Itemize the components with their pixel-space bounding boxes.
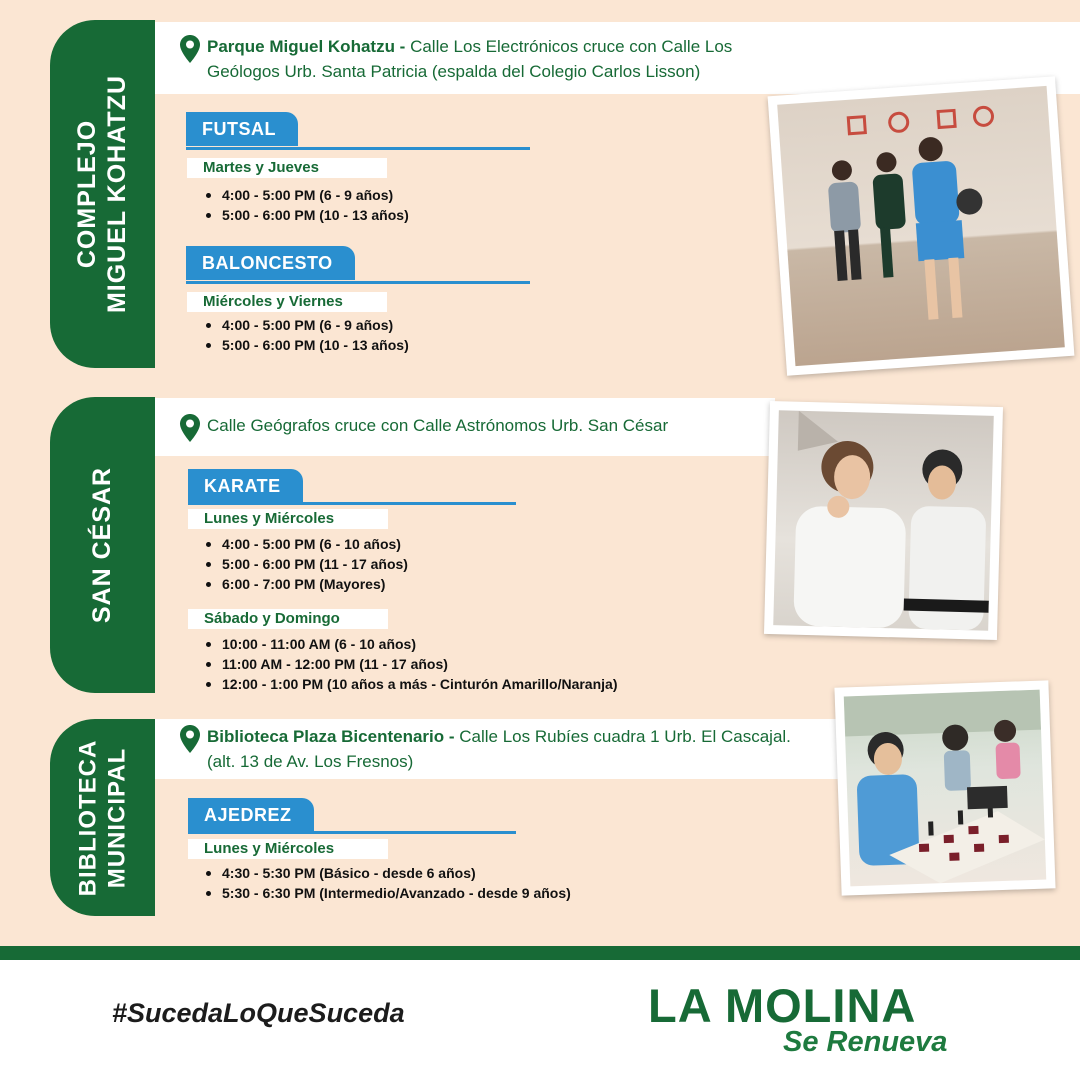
logo-wordmark: LA MOLINA bbox=[648, 979, 917, 1032]
time-slot: 12:00 - 1:00 PM (10 años a más - Cinturón Amarillo/Naranja) bbox=[206, 674, 618, 694]
tab-line: SAN CÉSAR bbox=[88, 466, 117, 624]
basketball-illustration bbox=[777, 86, 1065, 366]
address-text: Calle Los Rubíes cuadra 1 Urb. El Cascajal. bbox=[454, 727, 791, 746]
tab-line: BIBLIOTECA bbox=[74, 739, 102, 896]
logo-tagline: Se Renueva bbox=[783, 1026, 948, 1058]
sport-name: BALONCESTO bbox=[186, 246, 355, 280]
schedule-days: Lunes y Miércoles bbox=[188, 509, 388, 529]
hashtag: #SucedaLoQueSuceda bbox=[112, 998, 405, 1028]
time-slot: 4:30 - 5:30 PM (Básico - desde 6 años) bbox=[206, 863, 571, 883]
schedule-days: Miércoles y Viernes bbox=[187, 292, 387, 312]
section-tab-complejo bbox=[50, 20, 155, 368]
time-slot: 4:00 - 5:00 PM (6 - 9 años) bbox=[206, 315, 409, 335]
address-text: Calle Los Electrónicos cruce con Calle Los bbox=[405, 37, 733, 56]
footer bbox=[0, 946, 1080, 1080]
chess-illustration bbox=[844, 690, 1047, 887]
section-tab-san-cesar bbox=[50, 397, 155, 693]
time-slot: 5:30 - 6:30 PM (Intermedio/Avanzado - desde 9 años) bbox=[206, 883, 571, 903]
time-slot-list bbox=[186, 863, 571, 903]
chess-photo bbox=[834, 680, 1055, 895]
time-slot: 5:00 - 6:00 PM (11 - 17 años) bbox=[206, 554, 408, 574]
schedule-days: Martes y Jueves bbox=[187, 158, 387, 178]
time-slot: 6:00 - 7:00 PM (Mayores) bbox=[206, 574, 408, 594]
time-slot: 4:00 - 5:00 PM (6 - 10 años) bbox=[206, 534, 408, 554]
sport-name: KARATE bbox=[188, 469, 303, 503]
basketball-photo bbox=[768, 76, 1075, 375]
karate-illustration bbox=[773, 410, 994, 631]
sport-name: FUTSAL bbox=[186, 112, 298, 146]
sport-header-ajedrez bbox=[188, 798, 516, 834]
address-place: Biblioteca Plaza Bicentenario - bbox=[207, 727, 455, 746]
karate-photo bbox=[764, 401, 1003, 640]
address-text-line2: Geólogos Urb. Santa Patricia (espalda del Colegio Carlos Lisson) bbox=[207, 62, 701, 81]
time-slot: 5:00 - 6:00 PM (10 - 13 años) bbox=[206, 205, 409, 225]
tab-line: MUNICIPAL bbox=[103, 747, 131, 888]
address-text: Calle Geógrafos cruce con Calle Astrónomos Urb. San César bbox=[207, 416, 669, 435]
address-text-line2: (alt. 13 de Av. Los Fresnos) bbox=[207, 752, 414, 771]
address-banner bbox=[155, 719, 840, 779]
time-slot-list bbox=[186, 185, 409, 225]
footer-band bbox=[0, 946, 1080, 960]
time-slot: 11:00 AM - 12:00 PM (11 - 17 años) bbox=[206, 654, 618, 674]
time-slot: 5:00 - 6:00 PM (10 - 13 años) bbox=[206, 335, 409, 355]
time-slot-list bbox=[186, 634, 618, 694]
sport-header-futsal bbox=[186, 112, 530, 150]
address-place: Parque Miguel Kohatzu - bbox=[207, 37, 406, 56]
tab-line: MIGUEL KOHATZU bbox=[103, 74, 132, 314]
time-slot: 4:00 - 5:00 PM (6 - 9 años) bbox=[206, 185, 409, 205]
sport-header-karate bbox=[188, 469, 516, 505]
time-slot: 10:00 - 11:00 AM (6 - 10 años) bbox=[206, 634, 618, 654]
time-slot-list bbox=[186, 534, 408, 594]
section-tab-biblioteca bbox=[50, 719, 155, 916]
schedule-days: Sábado y Domingo bbox=[188, 609, 388, 629]
map-pin-icon bbox=[179, 34, 201, 64]
map-pin-icon bbox=[179, 413, 201, 443]
address-banner bbox=[155, 398, 775, 456]
time-slot-list bbox=[186, 315, 409, 355]
map-pin-icon bbox=[179, 724, 201, 754]
sport-name: AJEDREZ bbox=[188, 798, 314, 832]
sport-header-baloncesto bbox=[186, 246, 530, 284]
schedule-days: Lunes y Miércoles bbox=[188, 839, 388, 859]
tab-line: COMPLEJO bbox=[73, 119, 102, 269]
